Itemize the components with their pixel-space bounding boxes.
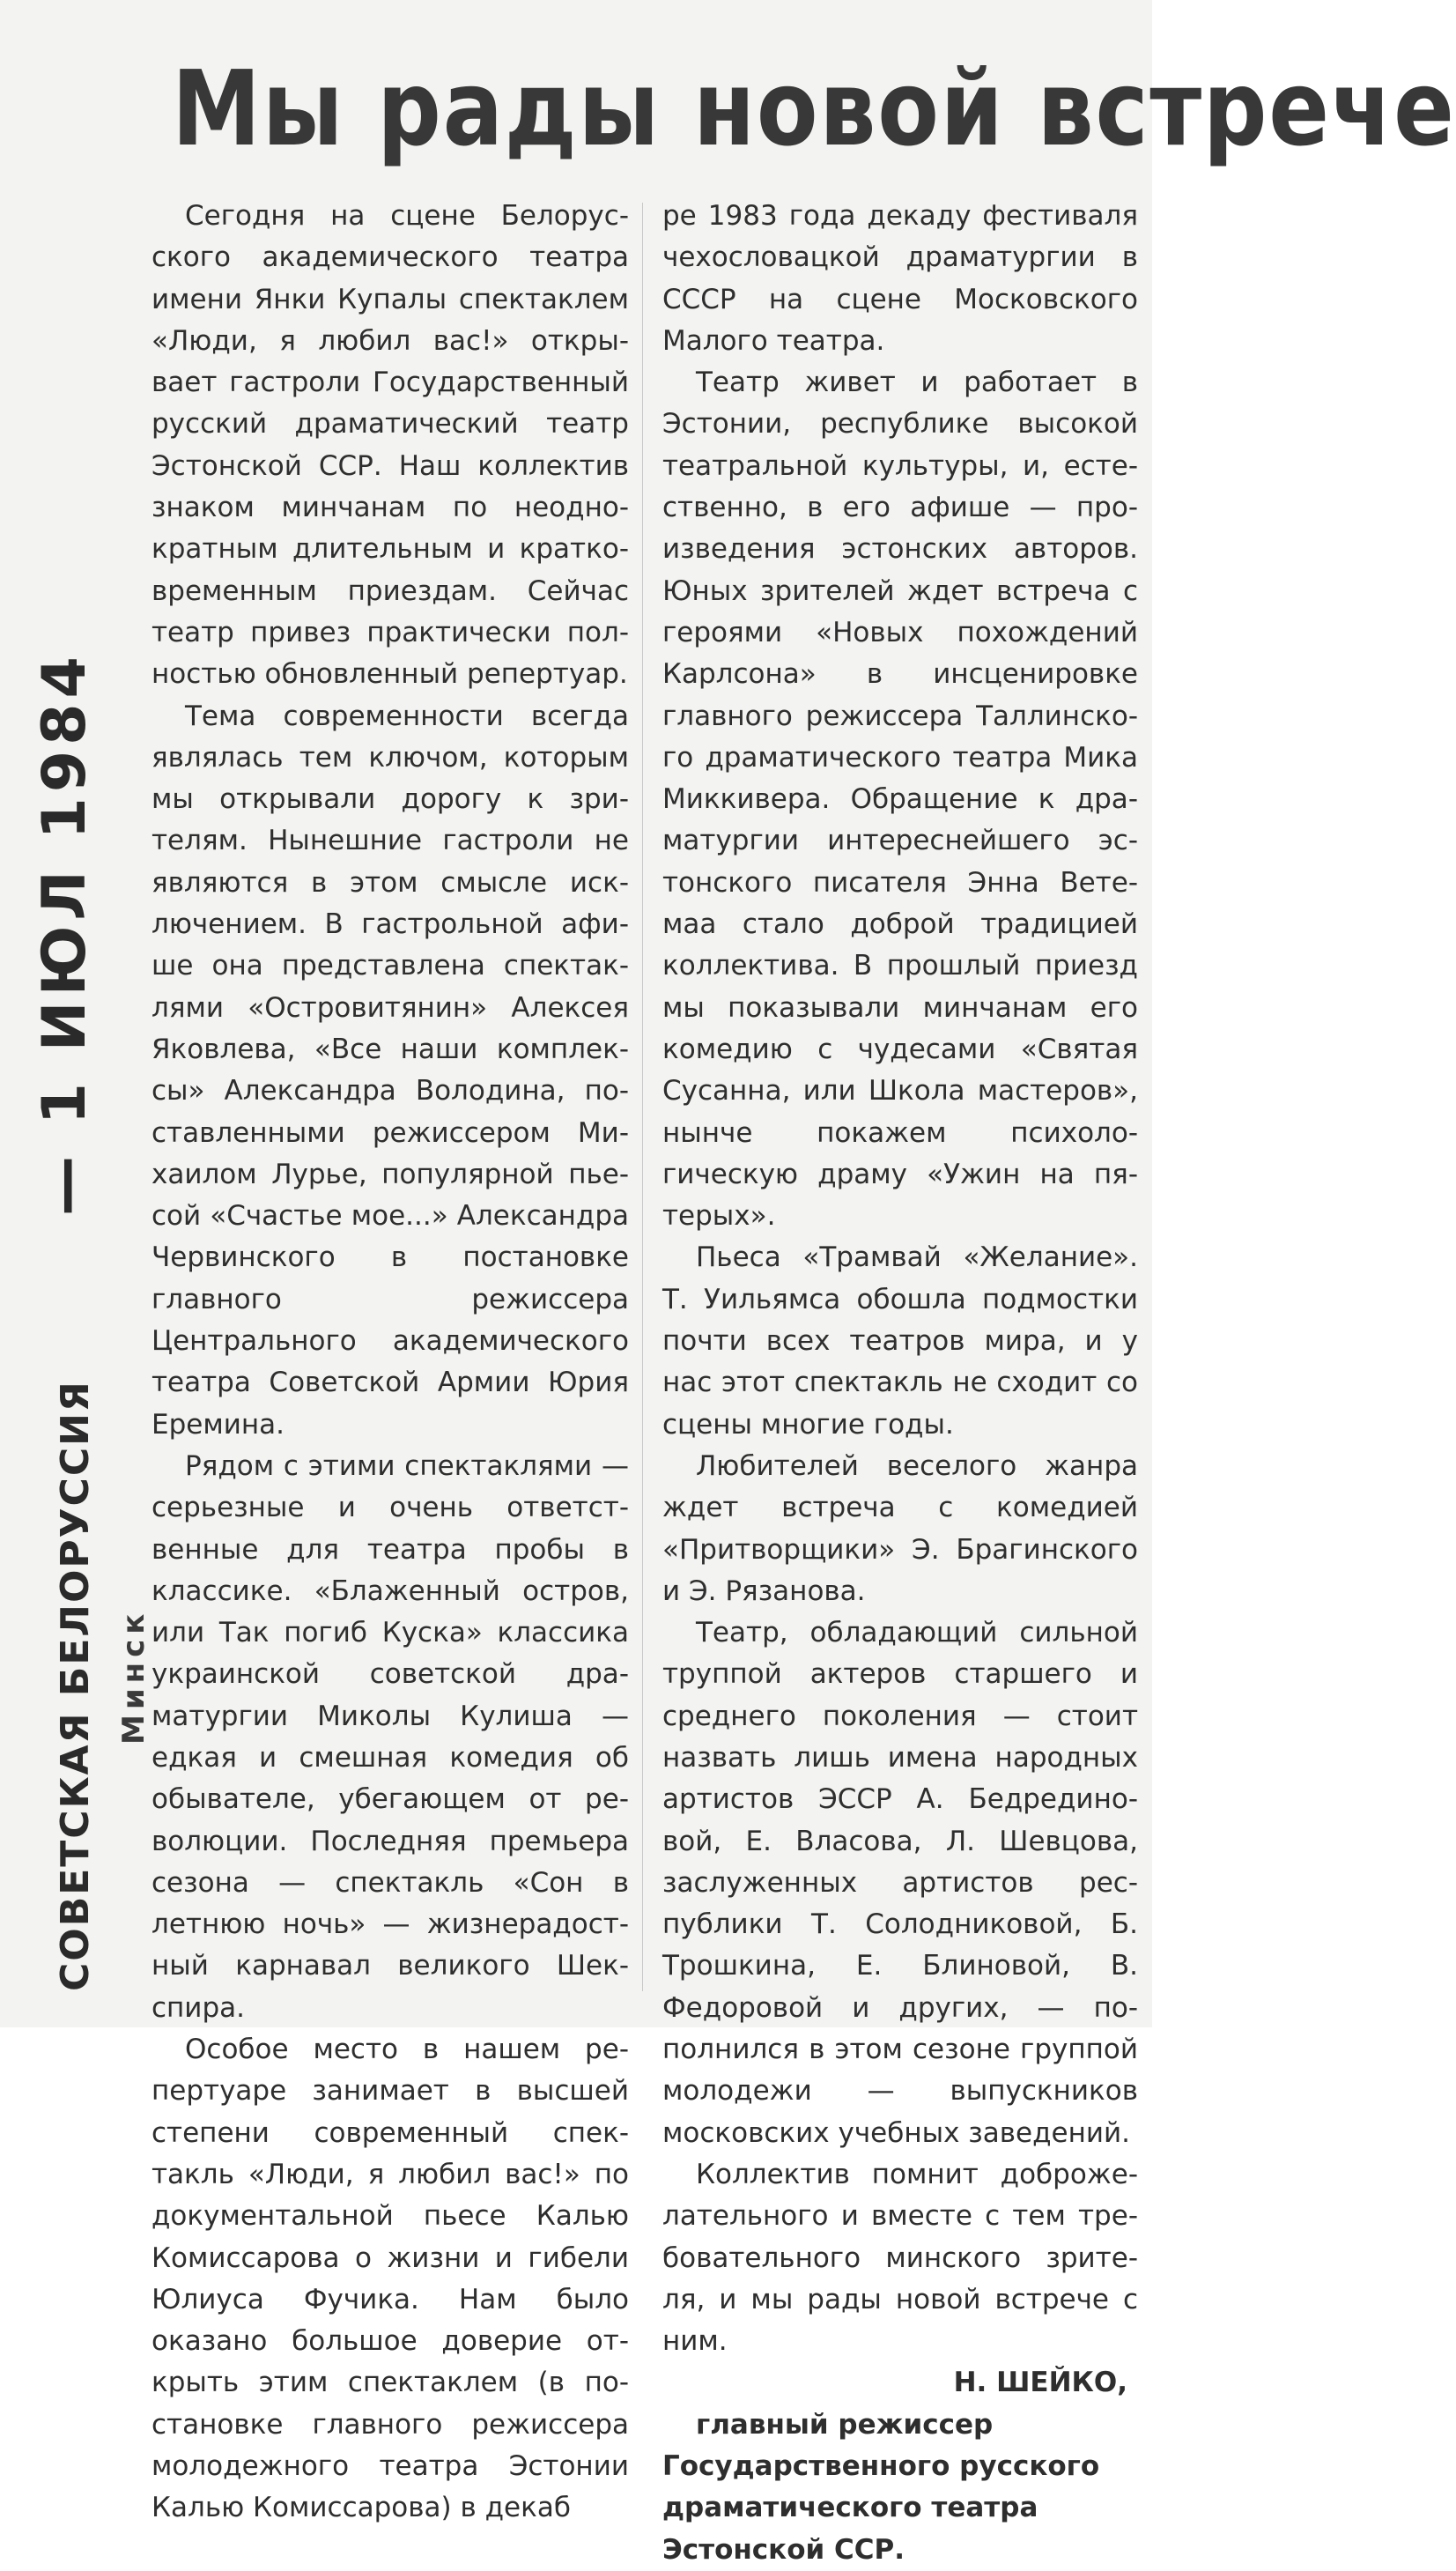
headline: Мы рады новой встрече — [172, 48, 1456, 169]
article-paragraph: Театр, обладающий сильной труппой актеров старшего и среднего поколения — стоит назвать лишь имена народных артистов ЭССР А. Бедрединовой, Е. Власова, Л. Шевцова, заслуженных артистов республики Т. Солодниковой, Б. Трошкина, Е. Блиновой, В. Федоровой и других, — пополнился в этом сезоне группой молодежи — выпускников московских учебных заведений. — [662, 1617, 1138, 2149]
article-paragraph: Рядом с этими спектаклями — серьезные и очень ответственные для театра пробы в классике. «Блаженный остров, или Так погиб Куска» классика украинской советской драматургии Миколы Кулиша — едкая и смешная комедия об обывателе, убегающем от революции. Последняя премьера сезона — спектакль «Сон в летнюю ночь» — жизнерадостный карнавал великого Шекспира. — [152, 1449, 629, 2024]
stamp-date: — 1 ИЮЛ 1984 — [30, 651, 100, 1216]
article-column-right — [662, 196, 1138, 2571]
column-divider — [642, 203, 643, 1991]
article-paragraph: Сегодня на сцене Белорусского академического театра имени Янки Купалы спектаклем «Люди, я любил вас!» открывает гастроли Государственный русский драматический театр Эстонской ССР. Наш коллектив знаком минчанам по неоднократным длительным и кратковременным приездам. Сейчас театр привез практически полностью обновленный репертуар. — [152, 200, 629, 691]
right-paragraphs — [662, 196, 1138, 2362]
article-paragraph: Тема современности всегда являлась тем ключом, которым мы открывали дорогу к зрителям. Нынешние гастроли не являются в этом смысле исключением. В гастрольной афише она представлена спектаклями «Островитянин» Алексея Яковлева, «Все наши комплексы» Александра Володина, поставленными режиссером Михаилом Лурье, популярной пьесой «Счастье мое...» Александра Червинского в постановке главного режиссера Центрального академического театра Советской Армии Юрия Еремина. — [152, 700, 629, 1441]
article-paragraph: Пьеса «Трамвай «Желание». Т. Уильямса обошла подмостки почти всех театров мира, и у нас этот спектакль не сходит со сцены многие годы. — [662, 1241, 1138, 1441]
stamp-city: Минск — [116, 1608, 152, 1745]
stamp-newspaper-name: СОВЕТСКАЯ БЕЛОРУССИЯ — [53, 1380, 98, 1991]
article-paragraph: Театр живет и работает в Эстонии, республике высокой театральной культуры, и, естественно, в его афише — произведения эстонских авторов. Юных зрителей ждет встреча с героями «Новых похождений Карлсона» в инсценировке главного режиссера Таллинского драматического театра Мика Миккивера. Обращение к драматургии интереснейшего эстонского писателя Энна Ветемаа стало доброй традицией коллектива. В прошлый приезд мы показывали минчанам его комедию с чудесами «Святая Сусанна, или Школа мастеров», нынче покажем психологическую драму «Ужин на пятерых». — [662, 367, 1138, 1233]
article-paragraph: Особое место в нашем репертуаре занимает в высшей степени современный спектакль «Люди, я любил вас!» по документальной пьесе Калью Комиссарова о жизни и гибели Юлиуса Фучика. Нам было оказано большое доверие открыть этим спектаклем (в постановке главного режиссера молодежного театра Эстонии Калью Комиссарова) в декаб — [152, 2034, 629, 2524]
article-paragraph: Коллектив помнит доброжелательного и вместе с тем требовательного минского зрителя, и мы рады новой встрече с ним. — [662, 2158, 1138, 2358]
article-column-left — [152, 196, 629, 2530]
article-paragraph: ре 1983 года декаду фестиваля чехословацкой драматургии в СССР на сцене Московского Малого театра. — [662, 200, 1138, 357]
author-signature: Н. ШЕЙКО, — [953, 2367, 1127, 2399]
article-paragraph: Любителей веселого жанра ждет встреча с комедией «Притворщики» Э. Брагинского и Э. Рязанова. — [662, 1449, 1138, 1607]
author-position: главный режиссер Государственного русского драматического театра Эстонской ССР. — [662, 2408, 1100, 2566]
